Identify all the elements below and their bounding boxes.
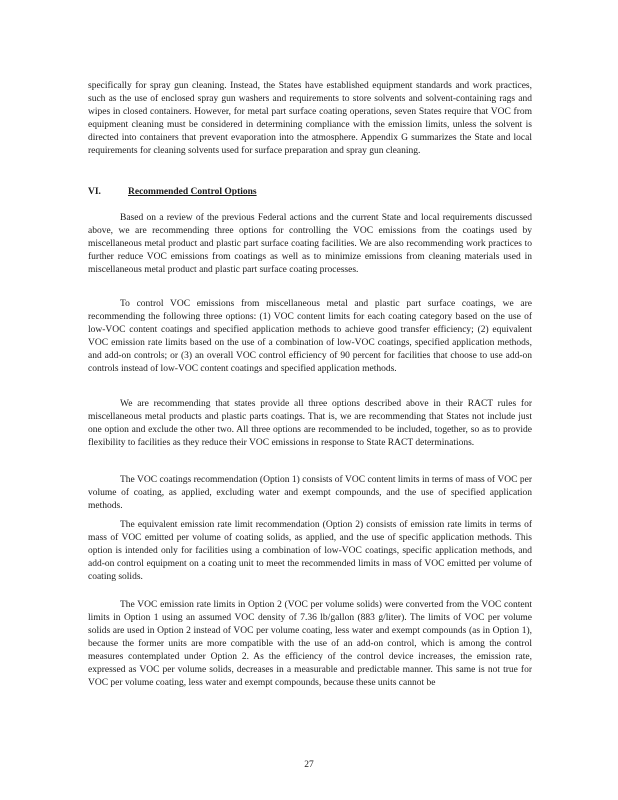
section-heading bbox=[88, 186, 532, 199]
body-paragraph: We are recommending that states provide all three options described above in their RACT rules for miscellaneous metal products and plastic parts coatings. That is, we are recommending that States not include just one option and exclude the other two. All three options are recommended to be included, together, so as to provide flexibility to facilities as they reduce their VOC emissions in response to State RACT determinations. bbox=[88, 399, 532, 449]
body-paragraph: The equivalent emission rate limit recommendation (Option 2) consists of emission rate limits in terms of mass of VOC emitted per volume of coating solids, as applied, and the use of specific application methods. This option is intended only for facilities using a combination of low-VOC coatings, specific application methods, and add-on control equipment on a coating unit to meet the recommended limits in mass of VOC emitted per volume of coating solids. bbox=[88, 520, 532, 583]
page-number: 27 bbox=[304, 760, 314, 770]
section-number: VI. bbox=[88, 187, 101, 197]
intro-paragraph: specifically for spray gun cleaning. Instead, the States have established equipment standards and work practices, such as the use of enclosed spray gun washers and requirements to store solvents and solvent-containing rags and wipes in closed containers. However, for metal part surface coating operations, seven States require that VOC from equipment cleaning must be considered in determining compliance with the emission limits, unless the solvent is directed into containers that prevent evaporation into the atmosphere. Appendix G summarizes the State and local requirements for cleaning solvents used for surface preparation and spray gun cleaning. bbox=[88, 81, 532, 157]
body-paragraph: Based on a review of the previous Federal actions and the current State and local requirements discussed above, we are recommending three options for controlling the VOC emissions from the coatings used by miscellaneous metal product and plastic part surface coating facilities. We are also recommending work practices to further reduce VOC emissions from coatings as well as to minimize emissions from cleaning materials used in miscellaneous metal product and plastic part surface coating processes. bbox=[88, 213, 532, 276]
section-title: Recommended Control Options bbox=[128, 187, 257, 197]
body-paragraph: The VOC emission rate limits in Option 2 (VOC per volume solids) were converted from the VOC content limits in Option 1 using an assumed VOC density of 7.36 lb/gallon (883 g/liter). The limits of VOC per volume solids are used in Option 2 instead of VOC per volume coating, less water and exempt compounds (as in Option 1), because the former units are more compatible with the use of an add-on control, which is among the control measures contemplated under Option 2. As the efficiency of the control device increases, the emission rate, expressed as VOC per volume solids, decreases in a measurable and predictable manner. This same is not true for VOC per volume coating, less water and exempt compounds, because these units cannot be bbox=[88, 600, 532, 689]
body-paragraph: The VOC coatings recommendation (Option 1) consists of VOC content limits in terms of mass of VOC per volume of coating, as applied, excluding water and exempt compounds, and the use of specified application methods. bbox=[88, 475, 532, 512]
body-paragraph: To control VOC emissions from miscellaneous metal and plastic part surface coatings, we are recommending the following three options: (1) VOC content limits for each coating category based on the use of low-VOC content coatings and specified application methods to achieve good transfer efficiency; (2) equivalent VOC emission rate limits based on the use of a combination of low-VOC coatings, specified application methods, and add-on controls; or (3) an overall VOC control efficiency of 90 percent for facilities that choose to use add-on controls instead of low-VOC content coatings and specified application methods. bbox=[88, 299, 532, 375]
